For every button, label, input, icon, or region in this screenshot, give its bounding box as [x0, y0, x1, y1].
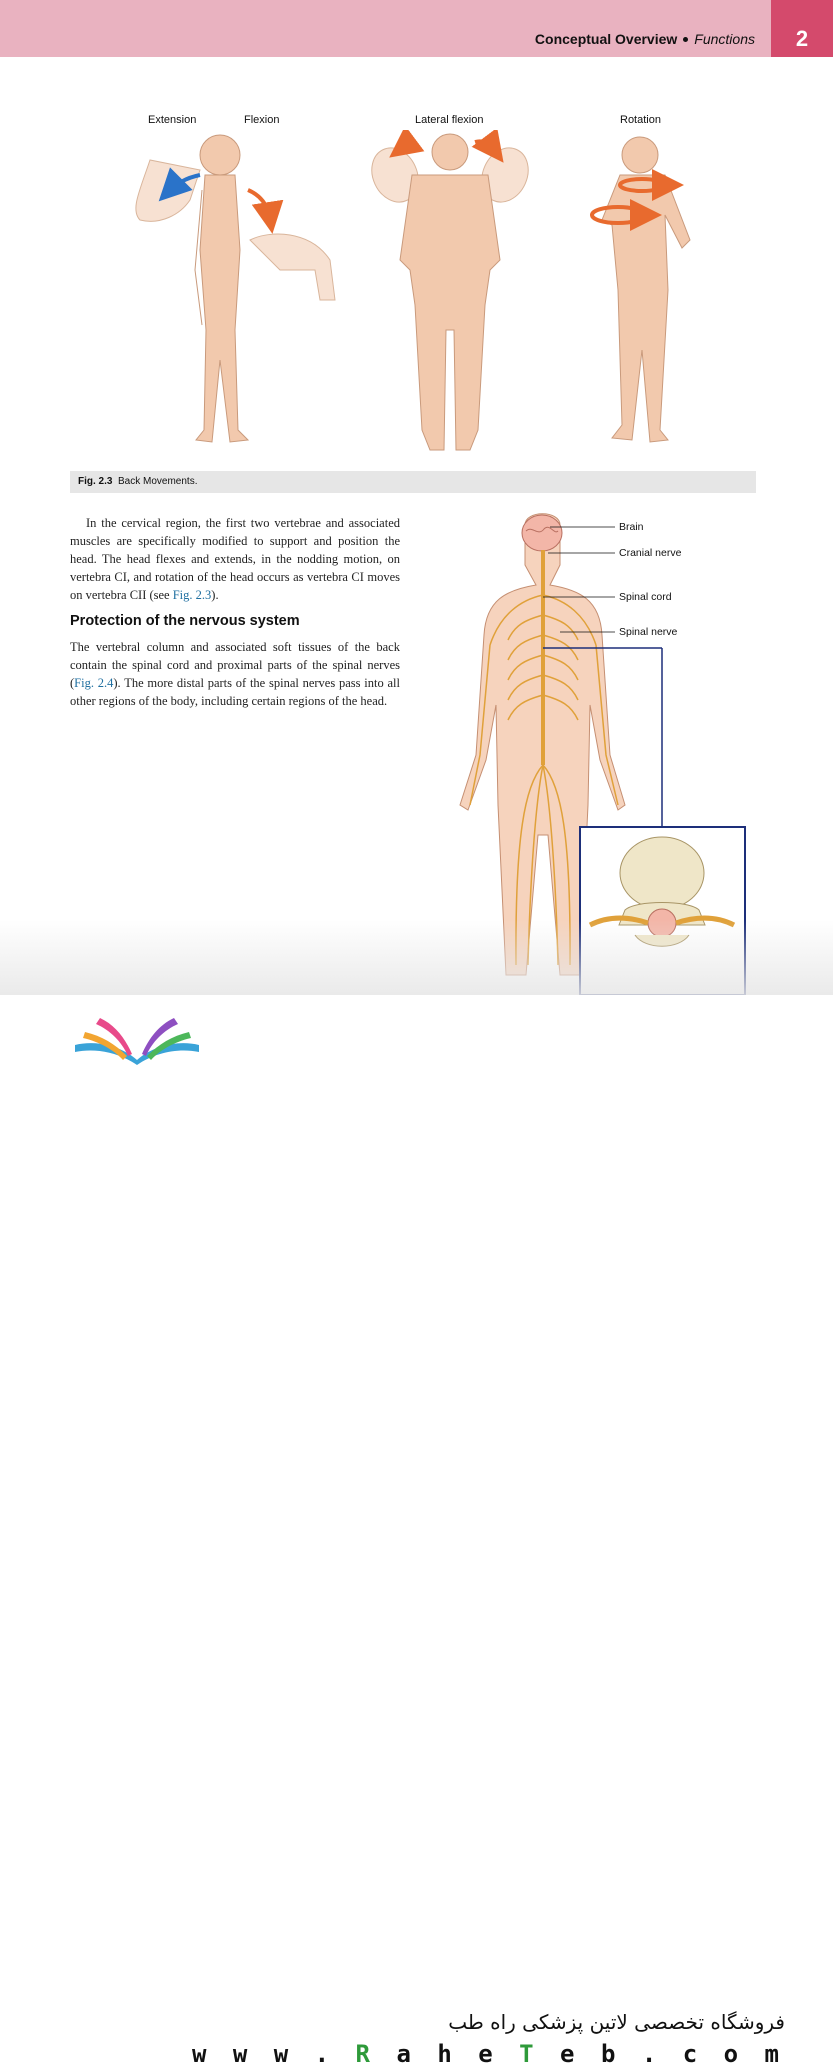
label-cranial-nerve: Cranial nerve [619, 547, 682, 559]
fig-2-3-link[interactable]: Fig. 2.3 [172, 588, 212, 602]
url-part-c: e b . c o m [539, 2040, 785, 2068]
url-part-r: R [355, 2040, 376, 2068]
back-movements-figure [120, 130, 720, 465]
section-heading: Protection of the nervous system [70, 613, 300, 629]
label-lateral-flexion: Lateral flexion [415, 114, 484, 126]
para2-text-a: The vertebral column and associated soft tissues of the back contain the spinal cord and proximal parts of the spinal nerves ( [70, 640, 400, 690]
para2-text-b: ). The more distal parts of the spinal nerves pass into all other regions of the body, including certain regions of the head. [70, 676, 400, 708]
figure-2-3-caption [70, 471, 756, 493]
paragraph-nervous-system [70, 638, 400, 710]
para1-text-b: ). [211, 588, 219, 602]
running-head [535, 31, 755, 47]
page-bottom-fade [0, 920, 833, 1000]
book-logo-icon [70, 1010, 205, 1070]
url-part-b: a h e [376, 2040, 520, 2068]
running-head-section: Conceptual Overview [534, 31, 678, 47]
running-head-subsection: Functions [694, 31, 755, 47]
para1-text-a: In the cervical region, the first two vertebrae and associated muscles are specifically modified to support and position the head. The head flexes and extends, in the nodding motion, on vertebra CI, and rotation of the head occurs as vertebra CI moves on vertebra CII (see [70, 516, 400, 602]
caption-number: Fig. 2.3 [78, 476, 113, 487]
fig-2-4-link[interactable]: Fig. 2.4 [74, 676, 114, 690]
rotation-figure [592, 137, 690, 442]
caption-text: Back Movements. [118, 476, 198, 487]
page-header [0, 0, 833, 57]
label-flexion: Flexion [244, 114, 280, 126]
chapter-number: 2 [771, 0, 833, 57]
extension-flexion-figure [136, 135, 335, 442]
label-extension: Extension [148, 114, 197, 126]
label-spinal-cord: Spinal cord [619, 591, 672, 603]
bullet-icon [683, 37, 688, 42]
footer-url [192, 2040, 785, 2068]
label-spinal-nerve: Spinal nerve [619, 626, 678, 638]
label-rotation: Rotation [620, 114, 661, 126]
footer-watermark [0, 995, 833, 2068]
label-brain: Brain [619, 521, 644, 533]
url-part-a: w w w . [191, 2040, 356, 2068]
url-part-t: T [519, 2040, 540, 2068]
paragraph-cervical [70, 514, 400, 604]
footer-shop-name: فروشگاه تخصصی لاتین پزشکی راه طب [448, 2010, 785, 2034]
lateral-flexion-figure [363, 134, 537, 450]
